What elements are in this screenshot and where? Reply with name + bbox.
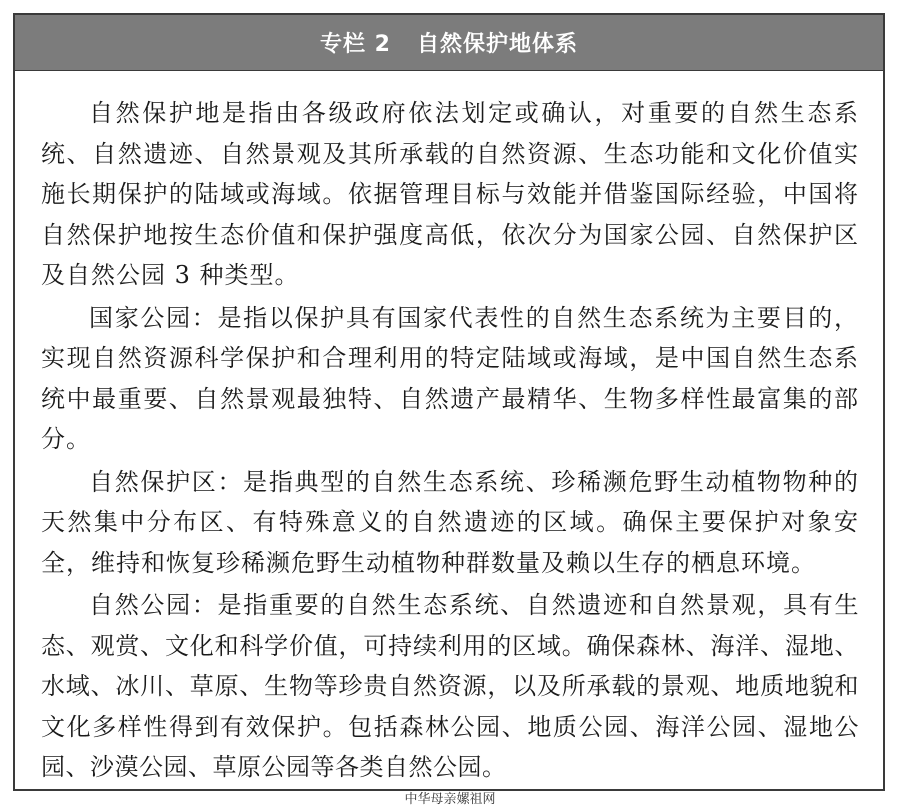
watermark-text: 中华母亲嫘祖网 bbox=[404, 792, 496, 807]
column-header bbox=[15, 15, 883, 71]
paragraph-definition: 自然保护地是指由各级政府依法划定或确认，对重要的自然生态系统、自然遗迹、自然景观及其所承载的自然资源、生态功能和文化价值实施长期保护的陆域或海域。依据管理目标与效能并借鉴国际经验，中国将自然保护地按生态价值和保护强度高低，依次分为国家公园、自然保护区及自然公园 3 种类型。 bbox=[41, 99, 859, 289]
column-box bbox=[13, 13, 885, 791]
column-body bbox=[15, 71, 883, 788]
paragraph-nature-reserve: 自然保护区：是指典型的自然生态系统、珍稀濒危野生动植物物种的天然集中分布区、有特殊意义的自然遗迹的区域。确保主要保护对象安全，维持和恢复珍稀濒危野生动植物种群数量及赖以生存的栖息环境。 bbox=[41, 467, 859, 577]
paragraph-natural-park: 自然公园：是指重要的自然生态系统、自然遗迹和自然景观，具有生态、观赏、文化和科学价值，可持续利用的区域。确保森林、海洋、湿地、水域、冰川、草原、生物等珍贵自然资源，以及所承载的景观、地质地貌和文化多样性得到有效保护。包括森林公园、地质公园、海洋公园、湿地公园、沙漠公园、草原公园等各类自然公园。 bbox=[41, 591, 859, 781]
paragraph-national-park: 国家公园：是指以保护具有国家代表性的自然生态系统为主要目的，实现自然资源科学保护和合理利用的特定陆域或海域，是中国自然生态系统中最重要、自然景观最独特、自然遗产最精华、生物多样性最富集的部分。 bbox=[41, 303, 859, 453]
column-title: 自然保护地体系 bbox=[416, 32, 578, 57]
column-label: 专栏 2 bbox=[320, 32, 391, 57]
